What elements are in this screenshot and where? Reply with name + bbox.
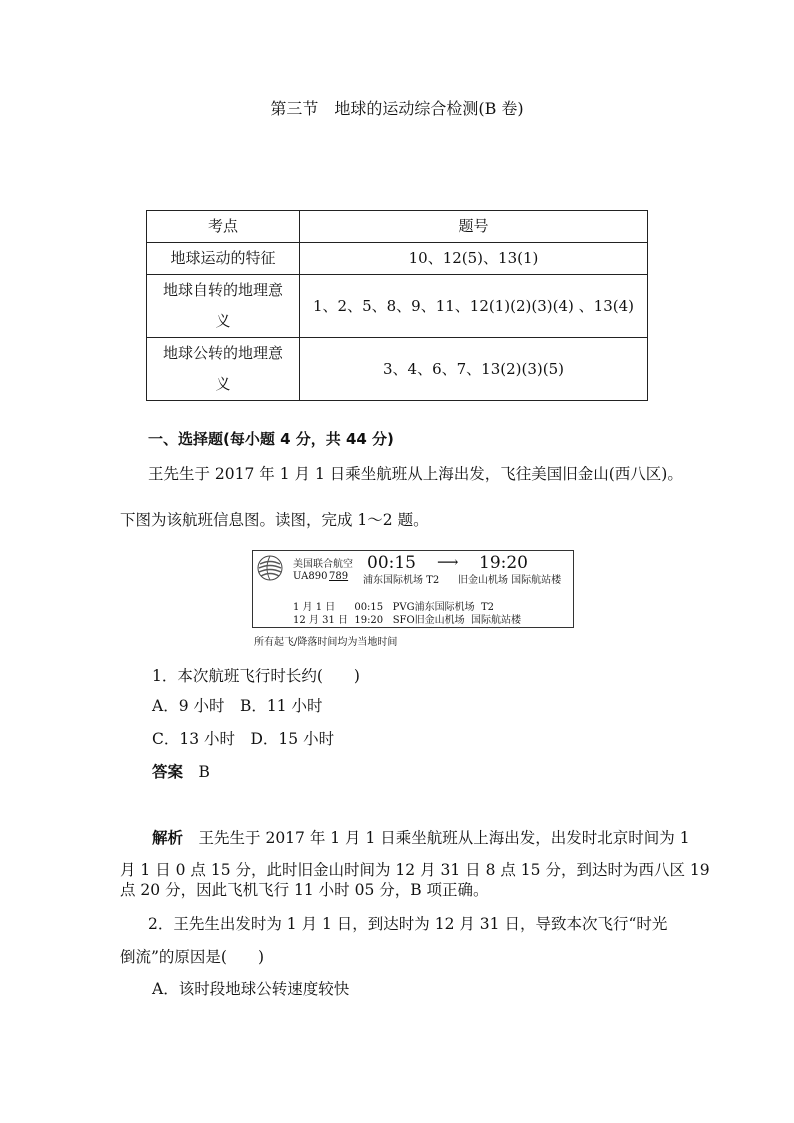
table-cell-topic: 地球公转的地理意 义 bbox=[147, 338, 300, 401]
q1-answer bbox=[152, 760, 210, 782]
answer-value: B bbox=[198, 763, 210, 781]
q2-stem-line-1: 2．王先生出发时为 1 月 1 日，到达时为 12 月 31 日，导致本次飞行“时光 bbox=[148, 915, 668, 933]
q1-analysis-line-1: 解析 王先生于 2017 年 1 月 1 日乘坐航班从上海出发，出发时北京时间为 1 bbox=[152, 829, 690, 847]
departure-row: 1 月 1 日 00:15 PVG浦东国际机场 T2 bbox=[293, 602, 495, 613]
table-row bbox=[147, 338, 648, 401]
table-cell-questions: 3、4、6、7、13(2)(3)(5) bbox=[300, 338, 648, 401]
q1-analysis-line-2: 月 1 日 0 点 15 分，此时旧金山时间为 12 月 31 日 8 点 15 分，到达时为西八区 19 bbox=[120, 861, 710, 879]
arrival-row: 12 月 31 日 19:20 SFO旧金山机场 国际航站楼 bbox=[293, 615, 522, 626]
arrive-time: 19:20 bbox=[479, 553, 528, 573]
analysis-label: 解析 bbox=[152, 829, 184, 847]
figure-caption: 所有起飞/降落时间均为当地时间 bbox=[254, 637, 398, 648]
q1-options-ab: A．9 小时 B．11 小时 bbox=[152, 697, 323, 715]
intro-line-2: 下图为该航班信息图。读图，完成 1～2 题。 bbox=[120, 511, 429, 529]
table-cell-questions: 10、12(5)、13(1) bbox=[300, 243, 648, 275]
table-header-topic: 考点 bbox=[147, 211, 300, 243]
topic-table bbox=[146, 210, 648, 401]
q1-options-cd: C．13 小时 D．15 小时 bbox=[152, 730, 335, 748]
q2-stem-line-2: 倒流”的原因是( ) bbox=[120, 948, 265, 966]
page-title: 第三节 地球的运动综合检测(B 卷) bbox=[270, 99, 524, 118]
q2-option-a: A．该时段地球公转速度较快 bbox=[152, 980, 350, 998]
arrow-icon: ⟶ bbox=[437, 553, 459, 571]
table-row bbox=[147, 243, 648, 275]
arrive-airport: 旧金山机场 国际航站楼 bbox=[458, 575, 562, 586]
airline-name: 美国联合航空 bbox=[293, 559, 353, 570]
q1-analysis-line-3: 点 20 分，因此飞机飞行 11 小时 05 分，B 项正确。 bbox=[120, 881, 489, 899]
q1-stem: 1．本次航班飞行时长约( ) bbox=[152, 667, 360, 685]
depart-airport: 浦东国际机场 T2 bbox=[363, 575, 440, 586]
intro-line-1: 王先生于 2017 年 1 月 1 日乘坐航班从上海出发，飞往美国旧金山(西八区)。 bbox=[148, 465, 683, 483]
table-header-row bbox=[147, 211, 648, 243]
airline-globe-icon bbox=[257, 555, 283, 581]
table-cell-questions: 1、2、5、8、9、11、12(1)(2)(3)(4) 、13(4) bbox=[300, 275, 648, 338]
section-heading: 一、选择题(每小题 4 分，共 44 分) bbox=[148, 430, 394, 448]
depart-time: 00:15 bbox=[367, 553, 416, 573]
table-row bbox=[147, 275, 648, 338]
table-cell-topic: 地球自转的地理意 义 bbox=[147, 275, 300, 338]
table-cell-topic: 地球运动的特征 bbox=[147, 243, 300, 275]
answer-label: 答案 bbox=[152, 763, 184, 781]
table-header-questions: 题号 bbox=[300, 211, 648, 243]
flight-number: UA890 bbox=[293, 571, 328, 582]
flight-alt-number: 789 bbox=[329, 571, 349, 582]
flight-info-figure bbox=[252, 550, 574, 628]
